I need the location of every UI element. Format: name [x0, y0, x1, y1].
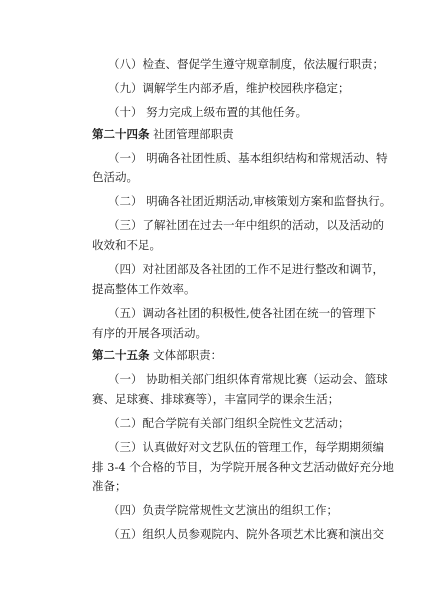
clause-1-cont: 色活动。: [92, 170, 138, 184]
clause-1: （一） 协助相关部门组织体育常规比赛（运动会、篮球: [108, 372, 388, 386]
clause-3: （三）认真做好对文艺队伍的管理工作，每学期期须编: [108, 440, 384, 454]
clause-3-cont: 排 3-4 个合格的节目，为学院开展各种文艺活动做好充分地: [92, 460, 394, 474]
clause-5: （五）组织人员参观院内、院外各项艺术比赛和演出交: [108, 527, 384, 541]
clause-8: （八）检查、督促学生遵守规章制度，依法履行职责；: [108, 57, 384, 71]
article-number: 第二十五条: [92, 348, 150, 362]
clause-1-cont: 赛、足球赛、排球赛等），丰富同学的课余生活；: [92, 392, 340, 406]
clause-4-cont: 提高整体工作效率。: [92, 282, 196, 296]
clause-2: （二）配合学院有关部门组织全院性文艺活动；: [108, 416, 350, 430]
clause-3-cont: 收效和不足。: [92, 238, 161, 252]
clause-4: （四）对社团部及各社团的工作不足进行整改和调节，: [108, 262, 384, 276]
clause-5-cont: 有序的开展各项活动。: [92, 326, 207, 340]
clause-1: （一） 明确各社团性质、基本组织结构和常规活动、特: [108, 151, 388, 165]
article-25-heading: [92, 347, 424, 363]
clause-4: （四）负责学院常规性文艺演出的组织工作；: [108, 503, 338, 517]
clause-9: （九）调解学生内部矛盾，维护校园秩序稳定；: [108, 81, 350, 95]
article-number: 第二十四条: [92, 127, 150, 141]
article-title: 文体部职责：: [149, 348, 223, 362]
clause-10: （十） 努力完成上级布置的其他任务。: [108, 105, 308, 119]
clause-3: （三）了解社团在过去一年中组织的活动，以及活动的: [108, 218, 384, 232]
clause-5: （五）调动各社团的积极性,使各社团在统一的管理下: [108, 306, 377, 320]
article-24-heading: [92, 126, 424, 142]
clause-2: （二） 明确各社团近期活动,审核策划方案和监督执行。: [108, 194, 392, 208]
article-title: 社团管理部职责: [149, 127, 234, 141]
clause-3-cont2: 准备；: [92, 479, 127, 493]
